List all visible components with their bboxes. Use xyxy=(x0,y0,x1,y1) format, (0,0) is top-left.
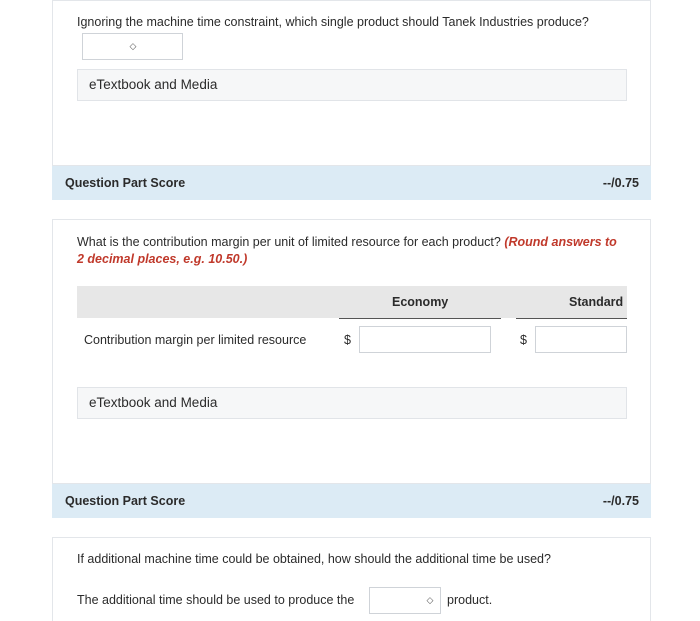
rounding-instruction: (Round answers to 2 decimal places, e.g. 10.50.) xyxy=(77,235,617,266)
etextbook-media-link-part1[interactable]: eTextbook and Media xyxy=(77,69,627,101)
dollar-sign-economy: $ xyxy=(344,333,351,347)
question-text-part1: Ignoring the machine time constraint, which single product should Tanek Industries produce? xyxy=(77,15,589,29)
column-header-standard: Standard xyxy=(569,295,624,309)
score-value: --/0.75 xyxy=(602,494,639,508)
etextbook-media-link-part2[interactable]: eTextbook and Media xyxy=(77,387,627,419)
question-main-text: What is the contribution margin per unit of limited resource for each product? xyxy=(77,235,501,249)
standard-column-underline xyxy=(516,318,627,319)
row-label-contribution-margin: Contribution margin per limited resource xyxy=(84,333,307,347)
column-header-economy: Economy xyxy=(392,295,449,309)
select-arrow-icon: ◇ xyxy=(129,41,137,51)
economy-cm-input[interactable] xyxy=(359,326,491,353)
question-part-score-bar xyxy=(52,166,651,200)
standard-cm-input[interactable] xyxy=(535,326,627,353)
select-arrow-icon: ◇ xyxy=(426,595,434,605)
dollar-sign-standard: $ xyxy=(520,333,527,347)
answer-sentence-suffix: product. xyxy=(447,593,493,607)
score-label: Question Part Score xyxy=(65,494,186,508)
score-value: --/0.75 xyxy=(602,176,639,190)
economy-column-underline xyxy=(339,318,501,319)
score-label: Question Part Score xyxy=(65,176,186,190)
answer-sentence-prefix: The additional time should be used to produce the xyxy=(77,593,355,607)
question-text-part2 xyxy=(77,234,622,268)
question-part-score-bar xyxy=(52,484,651,518)
table-header xyxy=(77,286,627,318)
question-text-part3: If additional machine time could be obtained, how should the additional time be used? xyxy=(77,552,551,566)
